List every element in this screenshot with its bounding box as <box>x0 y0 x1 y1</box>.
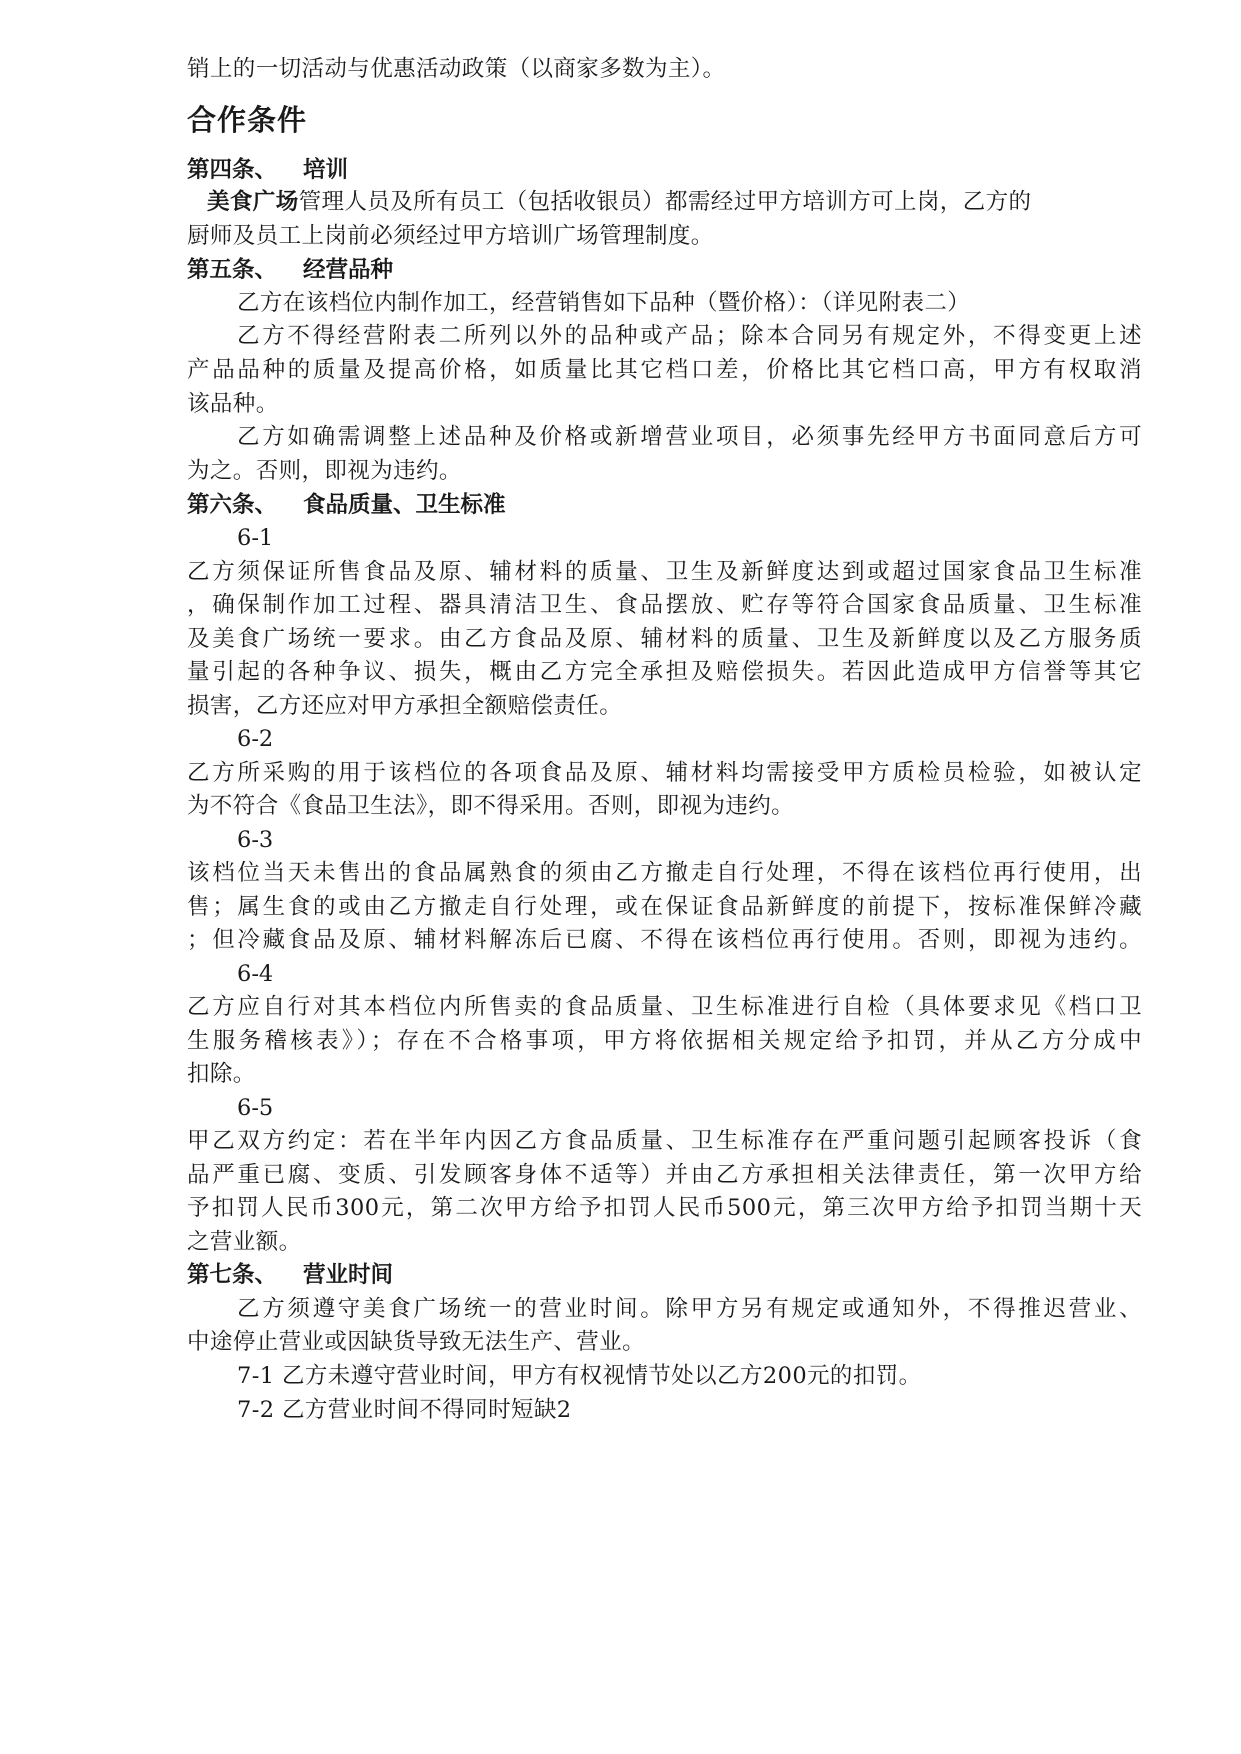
clause-6-4-line-1: 乙方应自行对其本档位内所售卖的食品质量、卫生标准进行自检（具体要求见《档口卫 <box>187 994 1142 1020</box>
clause-6-5-line-2: 品严重已腐、变质、引发顾客身体不适等）并由乙方承担相关法律责任，第一次甲方给 <box>187 1162 1142 1188</box>
article-7-p1-line-1: 乙方须遵守美食广场统一的营业时间。除甲方另有规定或通知外，不得推迟营业、 <box>237 1296 1142 1322</box>
article-6-label: 第六条、 <box>187 492 278 518</box>
clause-6-4-line-2: 生服务稽核表》）；存在不合格事项，甲方将依据相关规定给予扣罚，并从乙方分成中 <box>187 1028 1142 1054</box>
clause-6-5-line-1: 甲乙双方约定：若在半年内因乙方食品质量、卫生标准存在严重问题引起顾客投诉（食 <box>187 1128 1142 1154</box>
article-7-title: 营业时间 <box>303 1262 394 1288</box>
clause-6-1-line-1: 乙方须保证所售食品及原、辅材料的质量、卫生及新鲜度达到或超过国家食品卫生标准 <box>187 559 1142 585</box>
section-title: 合作条件 <box>187 103 308 137</box>
article-4-title: 培训 <box>303 157 349 183</box>
article-5-p3-line-1: 乙方如确需调整上述品种及价格或新增营业项目，必须事先经甲方书面同意后方可 <box>237 424 1142 450</box>
clause-6-3-line-3: ；但冷藏食品及原、辅材料解冻后已腐、不得在该档位再行使用。否则，即视为违约。 <box>187 927 1142 953</box>
top-line: 销上的一切活动与优惠活动政策（以商家多数为主）。 <box>187 56 726 82</box>
article-7-p1-line-2: 中途停止营业或因缺货导致无法生产、营业。 <box>187 1329 646 1355</box>
clause-6-3-line-1: 该档位当天未售出的食品属熟食的须由乙方撤走自行处理，不得在该档位再行使用，出 <box>187 860 1142 886</box>
clause-6-1-line-5: 损害，乙方还应对甲方承担全额赔偿责任。 <box>187 693 623 719</box>
article-4-label: 第四条、 <box>187 157 278 183</box>
article-4-line-2: 厨师及员工上岗前必须经过甲方培训广场管理制度。 <box>187 223 714 249</box>
article-5-p3-line-2: 为之。否则，即视为违约。 <box>187 458 462 484</box>
article-5-p1: 乙方在该档位内制作加工，经营销售如下品种（暨价格）：（详见附表二） <box>237 290 971 316</box>
clause-6-5-line-3: 予扣罚人民币300元，第二次甲方给予扣罚人民币500元，第三次甲方给予扣罚当期十天 <box>187 1195 1142 1221</box>
article-5-p2-line-3: 该品种。 <box>187 391 279 417</box>
clause-6-4-number: 6-4 <box>237 961 274 987</box>
article-4-line-1-rest: 管理人员及所有员工（包括收银员）都需经过甲方培训方可上岗，乙方的 <box>298 189 1032 215</box>
article-6-heading <box>187 490 506 520</box>
article-5-p2-line-1: 乙方不得经营附表二所列以外的品种或产品；除本合同另有规定外，不得变更上述 <box>237 323 1142 349</box>
clause-6-2-line-1: 乙方所采购的用于该档位的各项食品及原、辅材料均需接受甲方质检员检验，如被认定 <box>187 760 1142 786</box>
article-6-title: 食品质量、卫生标准 <box>303 492 506 518</box>
article-7-item-1: 7-1 乙方未遵守营业时间，甲方有权视情节处以乙方200元的扣罚。 <box>237 1363 922 1389</box>
article-5-title: 经营品种 <box>303 257 394 283</box>
clause-6-1-number: 6-1 <box>237 525 274 551</box>
clause-6-2-number: 6-2 <box>237 726 274 752</box>
article-7-heading <box>187 1260 393 1290</box>
article-4-bold-lead: 美食广场 <box>207 189 299 215</box>
article-5-label: 第五条、 <box>187 257 278 283</box>
clause-6-5-line-4: 之营业额。 <box>187 1229 302 1255</box>
clause-6-3-number: 6-3 <box>237 827 274 853</box>
clause-6-3-line-2: 售；属生食的或由乙方撤走自行处理，或在保证食品新鲜度的前提下，按标准保鲜冷藏 <box>187 894 1142 920</box>
article-5-heading <box>187 255 393 285</box>
clause-6-1-line-3: 及美食广场统一要求。由乙方食品及原、辅材料的质量、卫生及新鲜度以及乙方服务质 <box>187 626 1142 652</box>
article-7-item-2: 7-2 乙方营业时间不得同时短缺2 <box>237 1397 572 1423</box>
article-4-heading <box>187 155 348 185</box>
clause-6-4-line-3: 扣除。 <box>187 1061 256 1087</box>
clause-6-1-line-2: ，确保制作加工过程、器具清洁卫生、食品摆放、贮存等符合国家食品质量、卫生标准 <box>187 592 1142 618</box>
clause-6-5-number: 6-5 <box>237 1095 274 1121</box>
clause-6-1-line-4: 量引起的各种争议、损失，概由乙方完全承担及赔偿损失。若因此造成甲方信誉等其它 <box>187 659 1142 685</box>
article-7-label: 第七条、 <box>187 1262 278 1288</box>
article-5-p2-line-2: 产品品种的质量及提高价格，如质量比其它档口差，价格比其它档口高，甲方有权取消 <box>187 357 1142 383</box>
clause-6-2-line-2: 为不符合《食品卫生法》，即不得采用。否则，即视为违约。 <box>187 793 795 819</box>
article-4-line-1 <box>207 187 1142 217</box>
